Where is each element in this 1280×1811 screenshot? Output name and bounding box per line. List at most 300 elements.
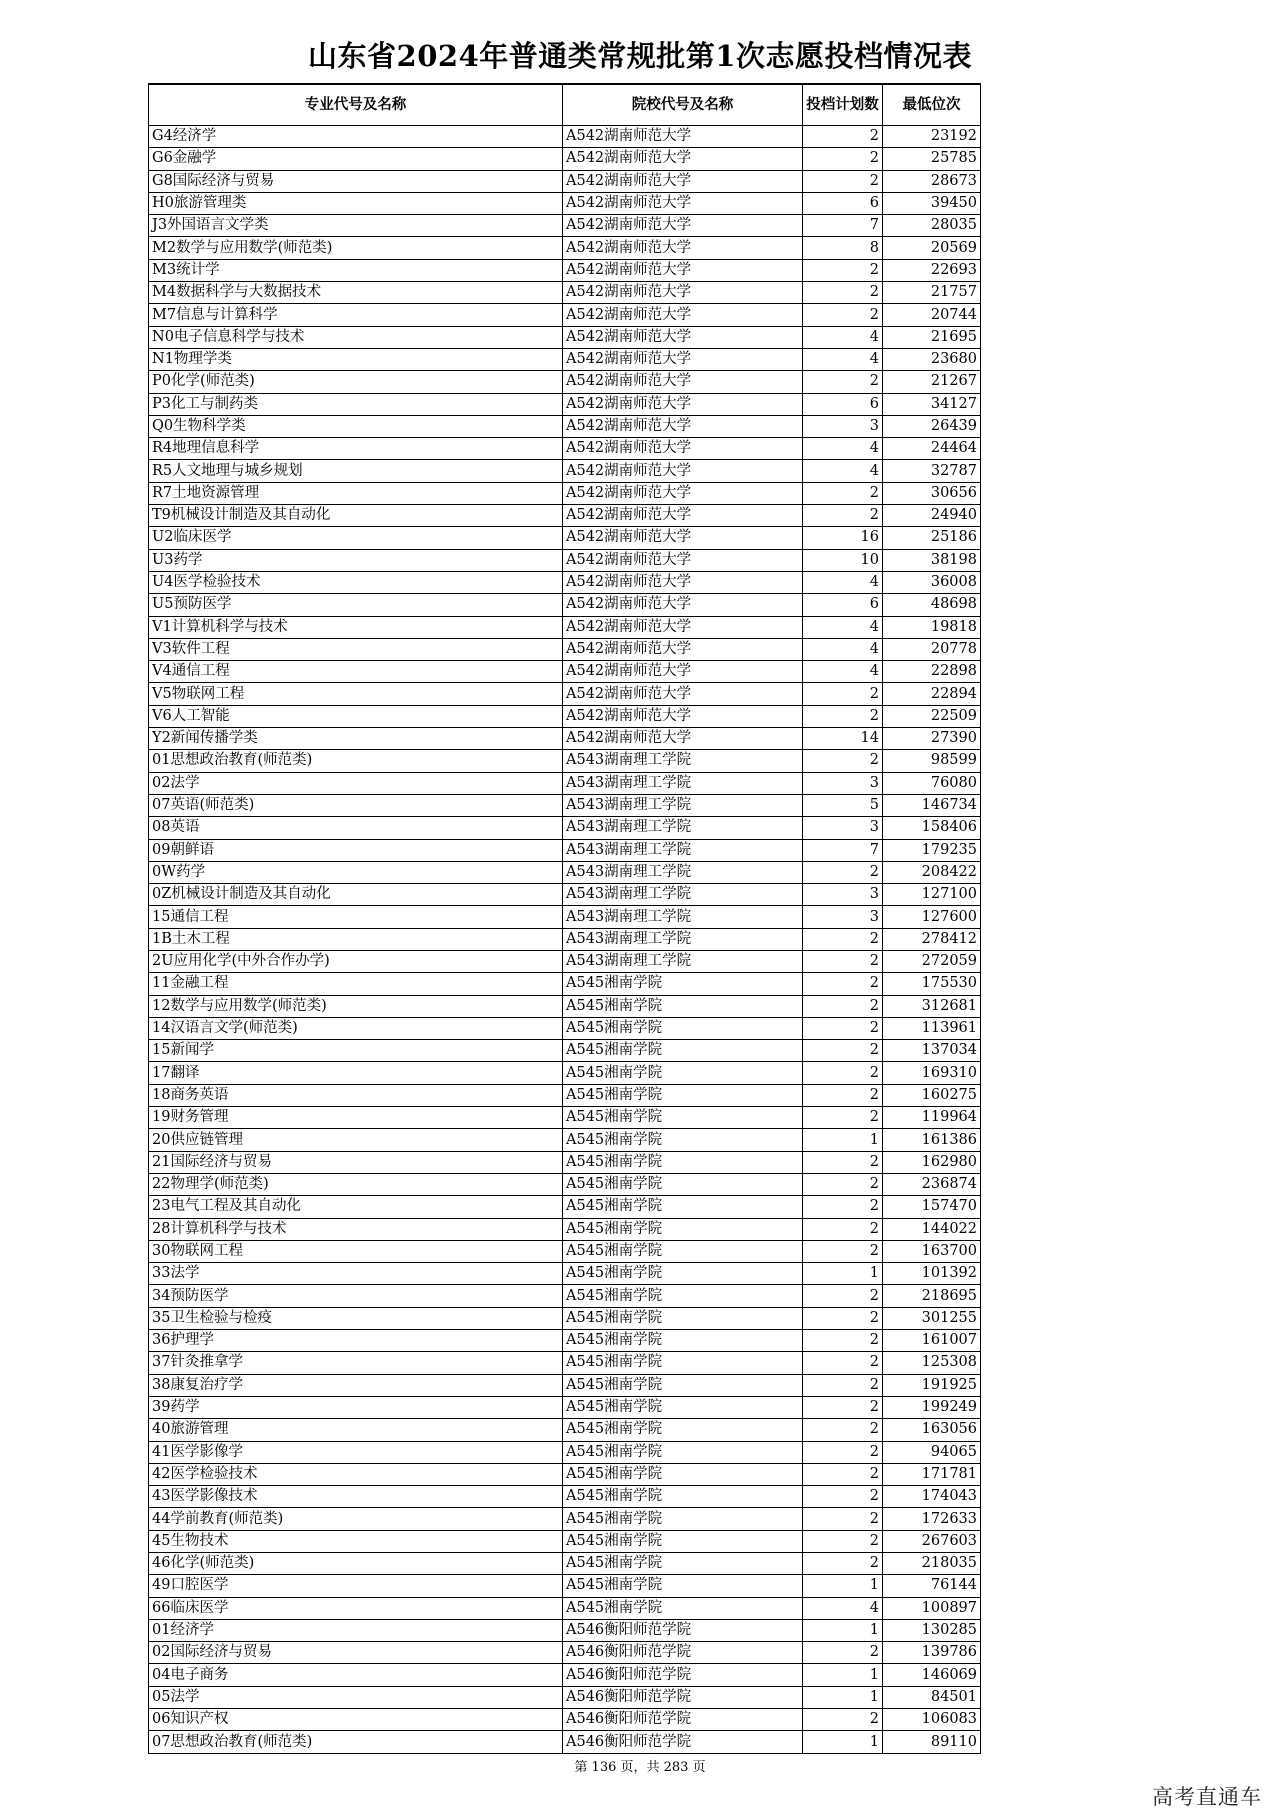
cell-school: A545湘南学院 [563, 1396, 803, 1418]
cell-plan: 3 [803, 884, 883, 906]
cell-plan: 1 [803, 1731, 883, 1753]
cell-plan: 4 [803, 438, 883, 460]
cell-major: N0电子信息科学与技术 [149, 326, 563, 348]
cell-plan: 2 [803, 1352, 883, 1374]
cell-rank: 25785 [883, 148, 981, 170]
cell-school: A545湘南学院 [563, 1419, 803, 1441]
table-row [149, 1129, 981, 1151]
cell-plan: 2 [803, 1419, 883, 1441]
cell-major: 66临床医学 [149, 1597, 563, 1619]
cell-school: A543湖南理工学院 [563, 794, 803, 816]
cell-rank: 127100 [883, 884, 981, 906]
cell-major: 07思想政治教育(师范类) [149, 1731, 563, 1753]
cell-plan: 2 [803, 1107, 883, 1129]
cell-major: N1物理学类 [149, 348, 563, 370]
cell-plan: 3 [803, 817, 883, 839]
cell-plan: 2 [803, 1553, 883, 1575]
table-row [149, 527, 981, 549]
cell-rank: 191925 [883, 1374, 981, 1396]
table-row [149, 170, 981, 192]
table-row [149, 1508, 981, 1530]
cell-rank: 94065 [883, 1441, 981, 1463]
cell-rank: 22509 [883, 705, 981, 727]
table-row [149, 1173, 981, 1195]
table-row [149, 728, 981, 750]
cell-major: 12数学与应用数学(师范类) [149, 995, 563, 1017]
cell-major: R4地理信息科学 [149, 438, 563, 460]
cell-major: 04电子商务 [149, 1664, 563, 1686]
cell-rank: 199249 [883, 1396, 981, 1418]
table-row [149, 215, 981, 237]
cell-school: A542湖南师范大学 [563, 638, 803, 660]
cell-rank: 24464 [883, 438, 981, 460]
page-number: 第 136 页，共 283 页 [574, 1760, 706, 1775]
cell-plan: 2 [803, 505, 883, 527]
cell-plan: 6 [803, 192, 883, 214]
table-row [149, 1664, 981, 1686]
cell-major: 08英语 [149, 817, 563, 839]
cell-plan: 2 [803, 304, 883, 326]
table-row [149, 1530, 981, 1552]
cell-major: 0Z机械设计制造及其自动化 [149, 884, 563, 906]
table-row [149, 438, 981, 460]
cell-rank: 24940 [883, 505, 981, 527]
cell-plan: 5 [803, 794, 883, 816]
table-row [149, 126, 981, 148]
table-row [149, 1017, 981, 1039]
table-row [149, 505, 981, 527]
cell-plan: 2 [803, 750, 883, 772]
cell-plan: 2 [803, 1330, 883, 1352]
table-row [149, 326, 981, 348]
cell-plan: 2 [803, 259, 883, 281]
cell-rank: 278412 [883, 928, 981, 950]
table-body [149, 126, 981, 1754]
cell-rank: 208422 [883, 861, 981, 883]
cell-major: 0W药学 [149, 861, 563, 883]
cell-rank: 23192 [883, 126, 981, 148]
cell-rank: 125308 [883, 1352, 981, 1374]
cell-plan: 2 [803, 1173, 883, 1195]
cell-school: A545湘南学院 [563, 1463, 803, 1485]
cell-major: 2U应用化学(中外合作办学) [149, 950, 563, 972]
cell-school: A545湘南学院 [563, 1151, 803, 1173]
cell-plan: 3 [803, 906, 883, 928]
table-row [149, 1196, 981, 1218]
table-row [149, 995, 981, 1017]
cell-plan: 1 [803, 1129, 883, 1151]
cell-rank: 21757 [883, 282, 981, 304]
cell-school: A542湖南师范大学 [563, 148, 803, 170]
cell-major: 06知识产权 [149, 1709, 563, 1731]
cell-plan: 2 [803, 1285, 883, 1307]
cell-rank: 161007 [883, 1330, 981, 1352]
cell-school: A545湘南学院 [563, 1553, 803, 1575]
cell-major: 37针灸推拿学 [149, 1352, 563, 1374]
cell-school: A542湖南师范大学 [563, 170, 803, 192]
cell-plan: 2 [803, 1709, 883, 1731]
cell-school: A542湖南师范大学 [563, 728, 803, 750]
cell-school: A546衡阳师范学院 [563, 1709, 803, 1731]
cell-plan: 10 [803, 549, 883, 571]
cell-school: A545湘南学院 [563, 1084, 803, 1106]
table-row [149, 1441, 981, 1463]
cell-plan: 6 [803, 393, 883, 415]
cell-plan: 4 [803, 571, 883, 593]
cell-major: 35卫生检验与检疫 [149, 1307, 563, 1329]
table-row [149, 1330, 981, 1352]
cell-rank: 272059 [883, 950, 981, 972]
table-row [149, 1352, 981, 1374]
cell-plan: 2 [803, 1508, 883, 1530]
table-row [149, 1686, 981, 1708]
cell-plan: 2 [803, 371, 883, 393]
cell-rank: 113961 [883, 1017, 981, 1039]
table-row [149, 884, 981, 906]
cell-school: A543湖南理工学院 [563, 861, 803, 883]
cell-school: A545湘南学院 [563, 1040, 803, 1062]
cell-major: G4经济学 [149, 126, 563, 148]
cell-school: A545湘南学院 [563, 1374, 803, 1396]
cell-rank: 89110 [883, 1731, 981, 1753]
cell-school: A542湖南师范大学 [563, 259, 803, 281]
cell-rank: 162980 [883, 1151, 981, 1173]
table-row [149, 237, 981, 259]
cell-rank: 130285 [883, 1619, 981, 1641]
table-row [149, 1709, 981, 1731]
cell-school: A545湘南学院 [563, 1307, 803, 1329]
table-row [149, 839, 981, 861]
cell-plan: 4 [803, 661, 883, 683]
cell-school: A545湘南学院 [563, 1263, 803, 1285]
cell-rank: 127600 [883, 906, 981, 928]
cell-plan: 1 [803, 1263, 883, 1285]
table-header-row [149, 84, 981, 126]
cell-plan: 2 [803, 1151, 883, 1173]
cell-plan: 2 [803, 705, 883, 727]
cell-school: A545湘南学院 [563, 1107, 803, 1129]
cell-plan: 2 [803, 1218, 883, 1240]
cell-school: A542湖南师范大学 [563, 683, 803, 705]
cell-school: A543湖南理工学院 [563, 950, 803, 972]
table-row [149, 259, 981, 281]
cell-plan: 2 [803, 148, 883, 170]
cell-plan: 2 [803, 482, 883, 504]
table-row [149, 1486, 981, 1508]
cell-plan: 2 [803, 1240, 883, 1262]
cell-school: A542湖南师范大学 [563, 438, 803, 460]
cell-major: H0旅游管理类 [149, 192, 563, 214]
cell-plan: 2 [803, 1486, 883, 1508]
cell-school: A542湖南师范大学 [563, 616, 803, 638]
cell-rank: 218035 [883, 1553, 981, 1575]
header-major: 专业代号及名称 [149, 84, 563, 126]
cell-school: A545湘南学院 [563, 1240, 803, 1262]
cell-plan: 4 [803, 616, 883, 638]
cell-major: U3药学 [149, 549, 563, 571]
cell-plan: 2 [803, 995, 883, 1017]
cell-major: 23电气工程及其自动化 [149, 1196, 563, 1218]
cell-school: A543湖南理工学院 [563, 884, 803, 906]
cell-major: R5人文地理与城乡规划 [149, 460, 563, 482]
table-row [149, 1151, 981, 1173]
cell-plan: 4 [803, 348, 883, 370]
cell-major: P3化工与制药类 [149, 393, 563, 415]
cell-major: M7信息与计算科学 [149, 304, 563, 326]
table-row [149, 192, 981, 214]
cell-major: 07英语(师范类) [149, 794, 563, 816]
table-row [149, 705, 981, 727]
cell-major: 15通信工程 [149, 906, 563, 928]
cell-school: A543湖南理工学院 [563, 772, 803, 794]
cell-school: A542湖南师范大学 [563, 460, 803, 482]
table-row [149, 348, 981, 370]
cell-plan: 2 [803, 928, 883, 950]
cell-rank: 20778 [883, 638, 981, 660]
cell-plan: 2 [803, 1062, 883, 1084]
cell-rank: 26439 [883, 415, 981, 437]
cell-rank: 119964 [883, 1107, 981, 1129]
cell-rank: 48698 [883, 594, 981, 616]
cell-school: A542湖南师范大学 [563, 282, 803, 304]
cell-school: A545湘南学院 [563, 1196, 803, 1218]
cell-major: Y2新闻传播学类 [149, 728, 563, 750]
table-row [149, 1642, 981, 1664]
cell-school: A545湘南学院 [563, 1173, 803, 1195]
cell-rank: 169310 [883, 1062, 981, 1084]
cell-school: A542湖南师范大学 [563, 549, 803, 571]
cell-rank: 27390 [883, 728, 981, 750]
cell-major: 21国际经济与贸易 [149, 1151, 563, 1173]
table-row [149, 1553, 981, 1575]
cell-major: 20供应链管理 [149, 1129, 563, 1151]
cell-rank: 171781 [883, 1463, 981, 1485]
cell-school: A545湘南学院 [563, 1508, 803, 1530]
table-row [149, 794, 981, 816]
cell-school: A543湖南理工学院 [563, 906, 803, 928]
table-row [149, 616, 981, 638]
cell-rank: 28673 [883, 170, 981, 192]
cell-major: 45生物技术 [149, 1530, 563, 1552]
cell-school: A542湖南师范大学 [563, 215, 803, 237]
table-row [149, 683, 981, 705]
cell-plan: 2 [803, 950, 883, 972]
cell-rank: 172633 [883, 1508, 981, 1530]
cell-rank: 22894 [883, 683, 981, 705]
cell-rank: 218695 [883, 1285, 981, 1307]
table-row [149, 1107, 981, 1129]
cell-plan: 2 [803, 1441, 883, 1463]
cell-plan: 1 [803, 1686, 883, 1708]
cell-school: A545湘南学院 [563, 973, 803, 995]
cell-school: A542湖南师范大学 [563, 505, 803, 527]
cell-school: A542湖南师范大学 [563, 393, 803, 415]
table-row [149, 1597, 981, 1619]
cell-plan: 2 [803, 1374, 883, 1396]
cell-major: V6人工智能 [149, 705, 563, 727]
watermark: 高考直通车 [1152, 1785, 1262, 1809]
cell-major: 49口腔医学 [149, 1575, 563, 1597]
cell-school: A545湘南学院 [563, 1129, 803, 1151]
cell-major: 33法学 [149, 1263, 563, 1285]
header-plan: 投档计划数 [803, 84, 883, 126]
cell-major: U5预防医学 [149, 594, 563, 616]
cell-major: V4通信工程 [149, 661, 563, 683]
cell-school: A543湖南理工学院 [563, 839, 803, 861]
cell-plan: 7 [803, 839, 883, 861]
cell-rank: 36008 [883, 571, 981, 593]
admission-table [148, 83, 981, 1754]
cell-plan: 3 [803, 415, 883, 437]
cell-plan: 2 [803, 170, 883, 192]
cell-school: A545湘南学院 [563, 1530, 803, 1552]
cell-major: 09朝鲜语 [149, 839, 563, 861]
cell-plan: 6 [803, 594, 883, 616]
cell-rank: 236874 [883, 1173, 981, 1195]
table-row [149, 1084, 981, 1106]
cell-rank: 20744 [883, 304, 981, 326]
cell-plan: 2 [803, 861, 883, 883]
cell-school: A546衡阳师范学院 [563, 1686, 803, 1708]
cell-school: A545湘南学院 [563, 1017, 803, 1039]
cell-school: A545湘南学院 [563, 1441, 803, 1463]
cell-rank: 137034 [883, 1040, 981, 1062]
cell-major: 41医学影像学 [149, 1441, 563, 1463]
table-row [149, 973, 981, 995]
table-row [149, 1463, 981, 1485]
table-row [149, 906, 981, 928]
cell-major: G8国际经济与贸易 [149, 170, 563, 192]
cell-major: 22物理学(师范类) [149, 1173, 563, 1195]
cell-major: P0化学(师范类) [149, 371, 563, 393]
cell-school: A542湖南师范大学 [563, 482, 803, 504]
cell-major: 05法学 [149, 1686, 563, 1708]
cell-major: T9机械设计制造及其自动化 [149, 505, 563, 527]
table-row [149, 371, 981, 393]
table-row [149, 393, 981, 415]
cell-plan: 8 [803, 237, 883, 259]
cell-major: U2临床医学 [149, 527, 563, 549]
table-row [149, 1374, 981, 1396]
cell-rank: 146069 [883, 1664, 981, 1686]
cell-rank: 19818 [883, 616, 981, 638]
table-row [149, 750, 981, 772]
table-row [149, 1731, 981, 1753]
cell-plan: 4 [803, 638, 883, 660]
table-row [149, 1619, 981, 1641]
cell-major: G6金融学 [149, 148, 563, 170]
cell-plan: 16 [803, 527, 883, 549]
cell-rank: 98599 [883, 750, 981, 772]
cell-plan: 7 [803, 215, 883, 237]
cell-major: 11金融工程 [149, 973, 563, 995]
cell-major: 43医学影像技术 [149, 1486, 563, 1508]
cell-rank: 157470 [883, 1196, 981, 1218]
header-school: 院校代号及名称 [563, 84, 803, 126]
cell-school: A546衡阳师范学院 [563, 1664, 803, 1686]
table-row [149, 772, 981, 794]
cell-school: A542湖南师范大学 [563, 527, 803, 549]
cell-major: J3外国语言文学类 [149, 215, 563, 237]
cell-rank: 146734 [883, 794, 981, 816]
header-rank: 最低位次 [883, 84, 981, 126]
cell-major: 19财务管理 [149, 1107, 563, 1129]
cell-school: A542湖南师范大学 [563, 415, 803, 437]
table-row [149, 861, 981, 883]
cell-rank: 23680 [883, 348, 981, 370]
table-row [149, 415, 981, 437]
cell-major: M2数学与应用数学(师范类) [149, 237, 563, 259]
cell-plan: 2 [803, 282, 883, 304]
table-row [149, 1218, 981, 1240]
cell-school: A542湖南师范大学 [563, 192, 803, 214]
cell-school: A545湘南学院 [563, 1597, 803, 1619]
cell-major: M4数据科学与大数据技术 [149, 282, 563, 304]
cell-plan: 2 [803, 126, 883, 148]
cell-school: A546衡阳师范学院 [563, 1642, 803, 1664]
table-row [149, 549, 981, 571]
cell-rank: 22693 [883, 259, 981, 281]
cell-rank: 158406 [883, 817, 981, 839]
cell-major: 14汉语言文学(师范类) [149, 1017, 563, 1039]
cell-plan: 2 [803, 973, 883, 995]
cell-plan: 2 [803, 683, 883, 705]
cell-rank: 20569 [883, 237, 981, 259]
cell-major: V1计算机科学与技术 [149, 616, 563, 638]
table-row [149, 282, 981, 304]
cell-school: A542湖南师范大学 [563, 661, 803, 683]
cell-rank: 21695 [883, 326, 981, 348]
cell-school: A545湘南学院 [563, 1062, 803, 1084]
cell-rank: 84501 [883, 1686, 981, 1708]
table-row [149, 1040, 981, 1062]
cell-major: V3软件工程 [149, 638, 563, 660]
table-row [149, 817, 981, 839]
cell-major: 30物联网工程 [149, 1240, 563, 1262]
cell-school: A542湖南师范大学 [563, 304, 803, 326]
cell-plan: 2 [803, 1196, 883, 1218]
cell-rank: 175530 [883, 973, 981, 995]
cell-plan: 3 [803, 772, 883, 794]
cell-rank: 34127 [883, 393, 981, 415]
cell-rank: 39450 [883, 192, 981, 214]
cell-rank: 25186 [883, 527, 981, 549]
cell-rank: 163056 [883, 1419, 981, 1441]
cell-school: A542湖南师范大学 [563, 705, 803, 727]
cell-school: A542湖南师范大学 [563, 371, 803, 393]
table-row [149, 1396, 981, 1418]
table-row [149, 1285, 981, 1307]
cell-major: 34预防医学 [149, 1285, 563, 1307]
cell-rank: 76144 [883, 1575, 981, 1597]
cell-major: U4医学检验技术 [149, 571, 563, 593]
cell-plan: 2 [803, 1642, 883, 1664]
table-row [149, 1575, 981, 1597]
cell-rank: 76080 [883, 772, 981, 794]
cell-major: 01思想政治教育(师范类) [149, 750, 563, 772]
cell-rank: 144022 [883, 1218, 981, 1240]
cell-major: R7土地资源管理 [149, 482, 563, 504]
cell-plan: 1 [803, 1619, 883, 1641]
cell-rank: 301255 [883, 1307, 981, 1329]
cell-rank: 21267 [883, 371, 981, 393]
cell-rank: 32787 [883, 460, 981, 482]
cell-major: 42医学检验技术 [149, 1463, 563, 1485]
cell-major: 01经济学 [149, 1619, 563, 1641]
table-row [149, 571, 981, 593]
table-row [149, 661, 981, 683]
table-row [149, 928, 981, 950]
